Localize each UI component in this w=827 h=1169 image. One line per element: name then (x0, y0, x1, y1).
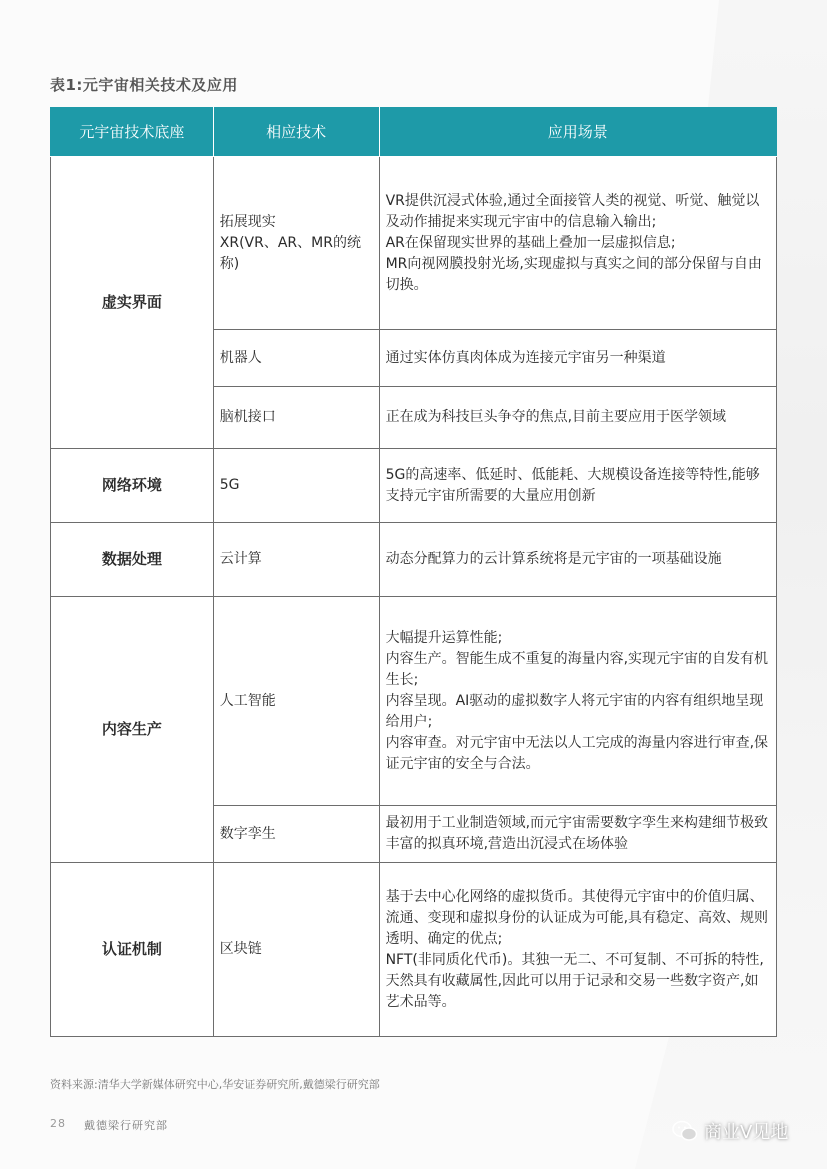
app-line: 最初用于工业制造领域,而元宇宙需要数字孪生来构建细节极致丰富的拟真环境,营造出沉浸式在场体验 (385, 815, 769, 852)
tech-cell (213, 157, 379, 330)
watermark-text: 商业V见地 (704, 1122, 789, 1143)
app-cell (379, 387, 776, 449)
table-row (51, 863, 777, 1037)
app-cell (379, 449, 776, 523)
app-line: 通过实体仿真肉体成为连接元宇宙另一种渠道 (385, 349, 666, 366)
tech-cell: 数字孪生 (213, 806, 379, 863)
app-line: NFT(非同质化代币)。其独一无二、不可复制、不可拆的特性,天然具有收藏属性,因此可以用于记录和交易一些数字资产,如艺术品等。 (385, 951, 764, 1010)
app-line: 动态分配算力的云计算系统将是元宇宙的一项基础设施 (385, 551, 722, 567)
app-line: 内容呈现。AI驱动的虚拟数字人将元宇宙的内容有组织地呈现给用户; (385, 692, 764, 730)
app-cell (379, 863, 776, 1037)
department-label: 戴德梁行研究部 (84, 1119, 168, 1132)
watermark (672, 1118, 788, 1144)
app-line: VR提供沉浸式体验,通过全面接管人类的视觉、听觉、触觉以及动作捕捉来实现元宇宙中的信息输入输出; (385, 192, 760, 230)
app-cell (379, 597, 776, 806)
table-caption: 表1:元宇宙相关技术及应用 (50, 76, 238, 94)
app-cell (379, 330, 776, 387)
table-row (51, 449, 777, 523)
tech-cell: 云计算 (213, 523, 379, 597)
app-line: 正在成为科技巨头争夺的焦点,目前主要应用于医学领域 (385, 409, 727, 425)
source-note: 资料来源:清华大学新媒体研究中心,华安证券研究所,戴德梁行研究部 (50, 1078, 380, 1091)
app-line: 内容审查。对元宇宙中无法以人工完成的海量内容进行审查,保证元宇宙的安全与合法。 (385, 734, 769, 772)
tech-cell: 机器人 (213, 330, 379, 387)
page-number: 28 (50, 1117, 66, 1130)
tech-cell: 区块链 (213, 863, 379, 1037)
base-cell: 内容生产 (51, 597, 214, 863)
tech-label: 拓展现实 XR(VR、AR、MR的统称) (219, 213, 361, 272)
table-row (51, 523, 777, 597)
tech-cell: 5G (213, 449, 379, 523)
tech-cell: 人工智能 (213, 597, 379, 806)
app-line: 基于去中心化网络的虚拟货币。其使得元宇宙中的价值归属、流通、变现和虚拟身份的认证成为可能,具有稳定、高效、规则透明、确定的优点; (385, 888, 769, 947)
base-cell: 虚实界面 (51, 157, 214, 449)
app-cell (379, 157, 776, 330)
app-line: MR向视网膜投射光场,实现虚拟与真实之间的部分保留与自由切换。 (385, 255, 762, 293)
table-row (51, 157, 777, 330)
tech-cell: 脑机接口 (213, 387, 379, 449)
tech-table (50, 107, 777, 1037)
header-app: 应用场景 (379, 108, 776, 157)
base-cell: 数据处理 (51, 523, 214, 597)
app-line: 大幅提升运算性能; (385, 629, 503, 646)
wechat-icon (672, 1120, 698, 1142)
app-line: 5G的高速率、低延时、低能耗、大规模设备连接等特性,能够支持元宇宙所需要的大量应用创新 (385, 466, 760, 504)
base-cell: 网络环境 (51, 449, 214, 523)
app-cell (379, 523, 776, 597)
app-cell (379, 806, 776, 863)
table-header-row (51, 108, 777, 157)
header-tech: 相应技术 (213, 108, 379, 157)
table-row (51, 597, 777, 806)
base-cell: 认证机制 (51, 863, 214, 1037)
app-line: AR在保留现实世界的基础上叠加一层虚拟信息; (385, 234, 676, 251)
app-line: 内容生产。智能生成不重复的海量内容,实现元宇宙的自发有机生长; (385, 650, 769, 688)
header-base: 元宇宙技术底座 (51, 108, 214, 157)
